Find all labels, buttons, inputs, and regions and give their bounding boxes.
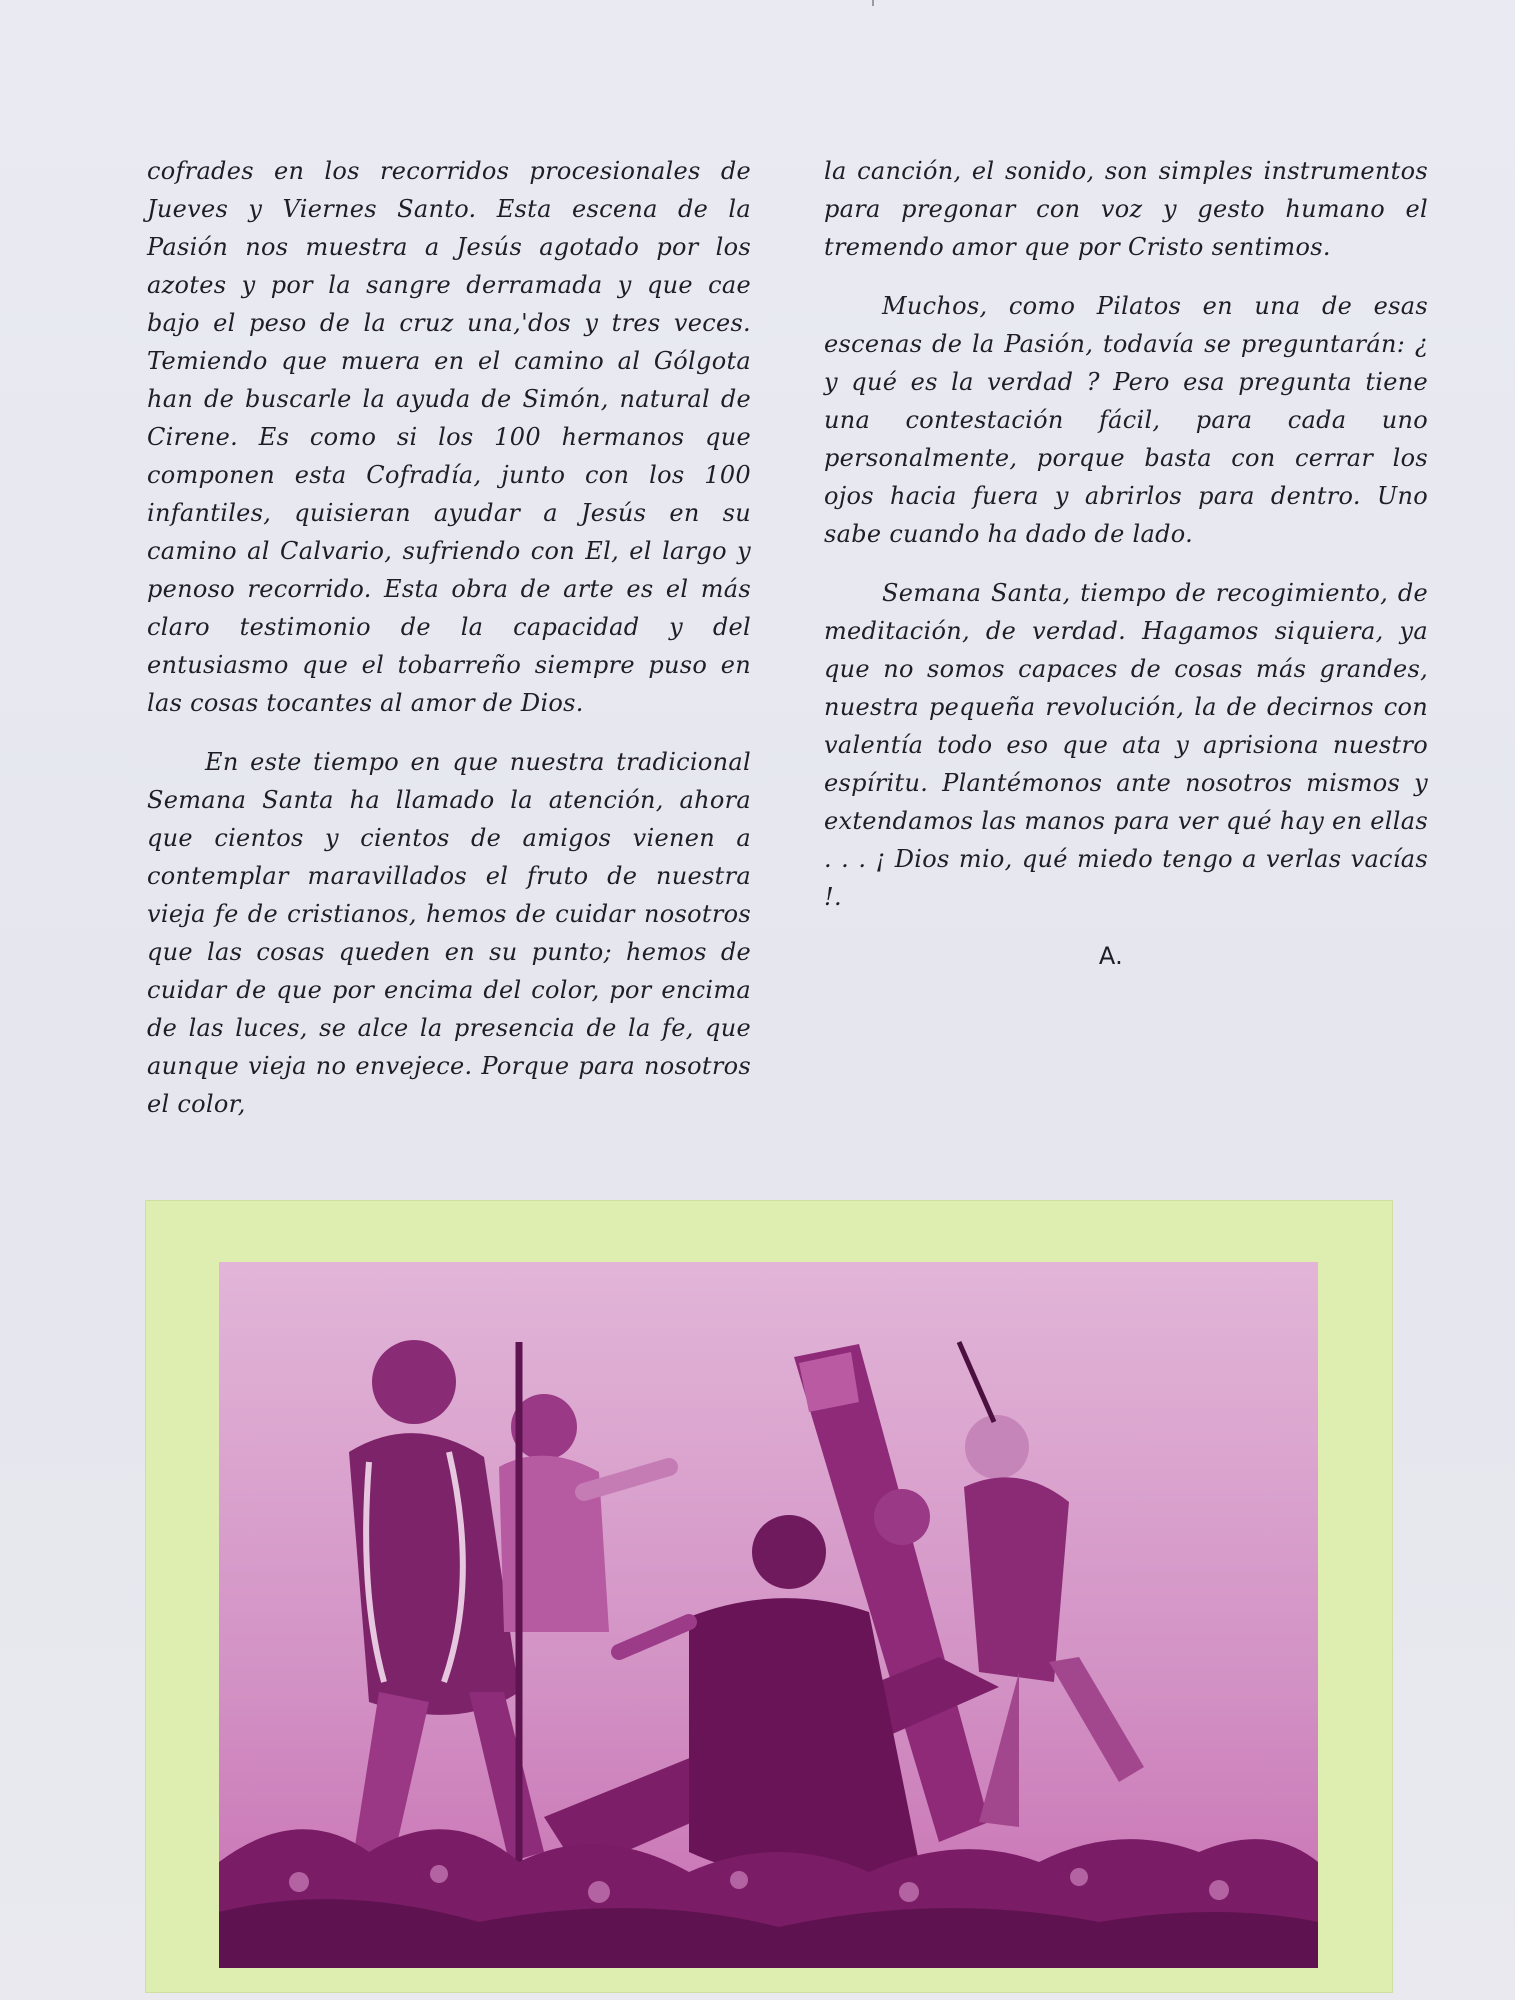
- right-text-column: [824, 152, 1428, 975]
- paragraph-4: Muchos, como Pilatos en una de esas escenas de la Pasión, todavía se preguntarán: ¿ y qué es la verdad ? Pero esa pregunta tiene una contestación fácil, para cada uno personalmente, porque basta con cerrar los ojos hacia fuera y abrirlos para dentro. Uno sabe cuando ha dado de lado.: [824, 292, 1428, 548]
- photo-mount: [145, 1200, 1393, 1993]
- page-mark: [872, 0, 874, 6]
- photo-illustration: [219, 1262, 1318, 1968]
- paragraph-5: Semana Santa, tiempo de recogimiento, de meditación, de verdad. Hagamos siquiera, ya que no somos capaces de cosas más grandes, nuestra pequeña revolución, la de decirnos con valentía todo eso que ata y aprisiona nuestro espíritu. Plantémonos ante nosotros mismos y extendamos las manos para ver qué hay en ellas . . . ¡ Dios mio, qué miedo tengo a verlas vacías !.: [824, 579, 1428, 911]
- paragraph-2: En este tiempo en que nuestra tradicional Semana Santa ha llamado la atención, ahora que cientos y cientos de amigos vienen a contemplar maravillados el fruto de nuestra vieja fe de cristianos, hemos de cuidar nosotros que las cosas queden en su punto; hemos de cuidar de que por encima del color, por encima de las luces, se alce la presencia de la fe, que aunque vieja no envejece. Porque para nosotros el color,: [147, 748, 751, 1118]
- procession-sculpture-photo-icon: [219, 1262, 1318, 1968]
- paragraph-1: cofrades en los recorridos procesionales de Jueves y Viernes Santo. Esta escena de la Pasión nos muestra a Jesús agotado por los azotes y por la sangre derramada y que cae bajo el peso de la cruz una,'dos y tres veces. Temiendo que muera en el camino al Gólgota han de buscarle la ayuda de Simón, natural de Cirene. Es como si los 100 hermanos que componen esta Cofradía, junto con los 100 infantiles, quisieran ayudar a Jesús en su camino al Calvario, sufriendo con El, el largo y penoso recorrido. Esta obra de arte es el más claro testimonio de la capacidad y del entusiasmo que el tobarreño siempre puso en las cosas tocantes al amor de Dios.: [147, 157, 751, 717]
- left-text-column: [147, 152, 751, 1144]
- author-signature: A.: [1098, 942, 1124, 970]
- paragraph-3: la canción, el sonido, son simples instrumentos para pregonar con voz y gesto humano el tremendo amor que por Cristo sentimos.: [824, 157, 1428, 261]
